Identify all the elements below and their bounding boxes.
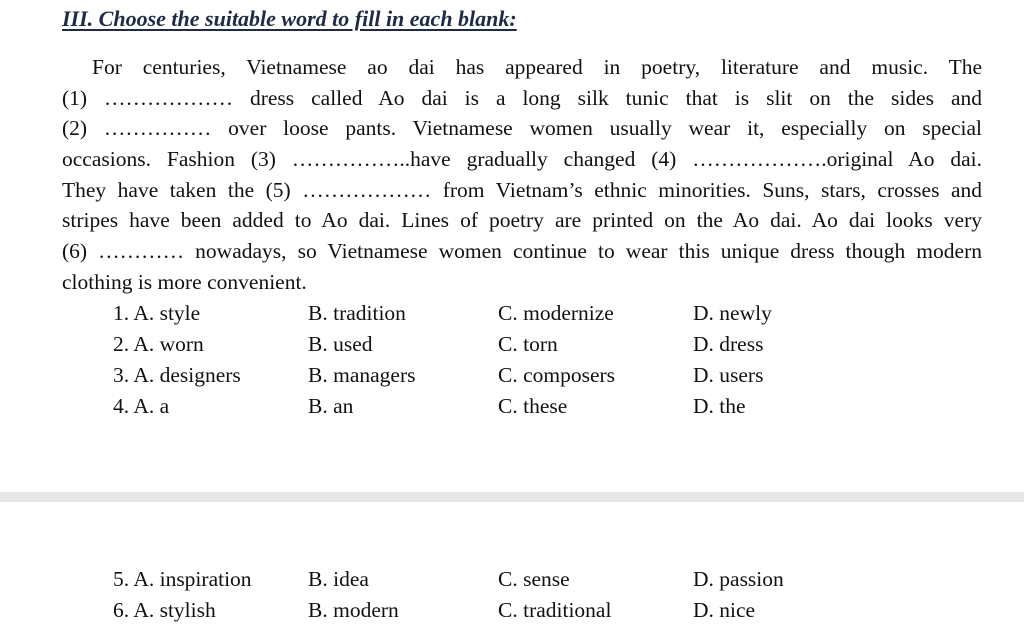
option-c: C. modernize (498, 301, 614, 325)
option-b: B. modern (308, 598, 399, 622)
option-d: D. the (693, 394, 746, 418)
reading-passage (62, 52, 982, 298)
option-c: C. these (498, 394, 568, 418)
option-a: 1. A. style (113, 301, 201, 325)
option-d: D. newly (693, 301, 772, 325)
option-c: C. torn (498, 332, 558, 356)
option-b: B. tradition (308, 301, 406, 325)
option-c: C. traditional (498, 598, 612, 622)
option-a: 3. A. designers (113, 363, 241, 387)
option-b: B. an (308, 394, 354, 418)
option-a: 5. A. inspiration (113, 567, 252, 591)
option-c: C. composers (498, 363, 616, 387)
option-b: B. idea (308, 567, 369, 591)
passage-line: clothing is more convenient. (62, 269, 307, 294)
option-d: D. nice (693, 598, 756, 622)
option-d: D. dress (693, 332, 764, 356)
passage-line: (2) …………… over loose pants. Vietnamese women usually wear it, especially on special (62, 116, 982, 141)
section-title: III. Choose the suitable word to fill in each blank: (62, 6, 517, 31)
passage-line: stripes have been added to Ao dai. Lines of poetry are printed on the Ao dai. Ao dai looks very (62, 208, 982, 233)
option-d: D. users (693, 363, 764, 387)
passage-line: (1) ……………… dress called Ao dai is a long silk tunic that is slit on the sides and (62, 85, 982, 110)
passage-line: They have taken the (5) ……………… from Vietnam’s ethnic minorities. Suns, stars, crosses and (62, 177, 982, 202)
option-d: D. passion (693, 567, 784, 591)
passage-line: occasions. Fashion (3) ……………..have gradually changed (4) ……………….original Ao dai. (62, 147, 982, 172)
option-b: B. managers (308, 363, 416, 387)
option-a: 4. A. a (113, 394, 170, 418)
option-a: 2. A. worn (113, 332, 204, 356)
page-divider (0, 492, 1024, 502)
option-a: 6. A. stylish (113, 598, 216, 622)
passage-line: For centuries, Vietnamese ao dai has appeared in poetry, literature and music. The (92, 55, 982, 79)
passage-line: (6) ………… nowadays, so Vietnamese women continue to wear this unique dress though modern (62, 239, 982, 264)
option-c: C. sense (498, 567, 570, 591)
option-b: B. used (308, 332, 373, 356)
